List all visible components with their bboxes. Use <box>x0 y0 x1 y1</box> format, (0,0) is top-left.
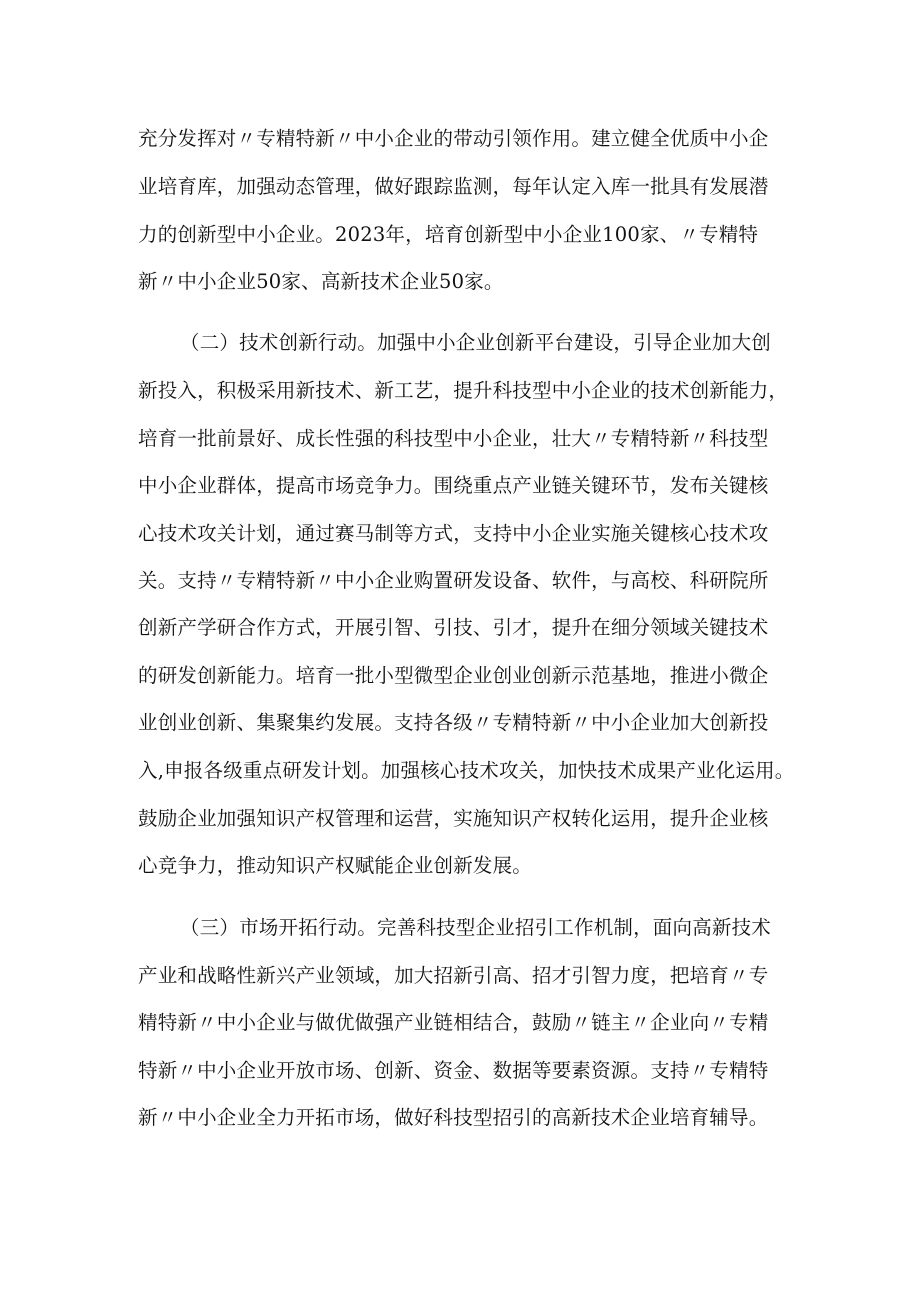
text-line: 新〃中小企业50家、高新技术企业50家。 <box>138 270 504 293</box>
text-line: 入,申报各级重点研发计划。加强核心技术攻关，加快技术成果产业化运用。 <box>138 759 795 782</box>
text-line: 心竞争力，推动知识产权赋能企业创新发展。 <box>138 854 533 877</box>
text-line: （二）技术创新行动。加强中小企业创新平台建设，引导企业加大创 <box>180 331 772 354</box>
text-line: 中小企业群体，提高市场竞争力。围绕重点产业链关键环节，发布关键核 <box>138 474 769 497</box>
text-line: 新〃中小企业全力开拓市场，做好科技型招引的高新技术企业培育辅导。 <box>138 1106 769 1129</box>
text-line: 新投入，积极采用新技术、新工艺，提升科技型中小企业的技术创新能力， <box>138 379 789 402</box>
text-line: （三）市场开拓行动。完善科技型企业招引工作机制，面向高新技术 <box>180 916 772 939</box>
text-line: 充分发挥对〃专精特新〃中小企业的带动引领作用。建立健全优质中小企 <box>138 127 769 150</box>
text-line: 的研发创新能力。培育一批小型微型企业创业创新示范基地，推进小微企 <box>138 664 769 687</box>
text-line: 业创业创新、集聚集约发展。支持各级〃专精特新〃中小企业加大创新投 <box>138 711 769 734</box>
text-line: 创新产学研合作方式，开展引智、引技、引才，提升在细分领域关键技术 <box>138 616 769 639</box>
text-line: 业培育库，加强动态管理，做好跟踪监测，每年认定入库一批具有发展潜 <box>138 175 769 198</box>
text-line: 心技术攻关计划，通过赛马制等方式，支持中小企业实施关键核心技术攻 <box>138 522 769 545</box>
text-line: 产业和战略性新兴产业领域，加大招新引高、招才引智力度，把培育〃专 <box>138 964 769 987</box>
text-line: 关。支持〃专精特新〃中小企业购置研发设备、软件，与高校、科研院所 <box>138 569 769 592</box>
text-line: 特新〃中小企业开放市场、创新、资金、数据等要素资源。支持〃专精特 <box>138 1059 769 1082</box>
text-line: 精特新〃中小企业与做优做强产业链相结合，鼓励〃链主〃企业向〃专精 <box>138 1011 769 1034</box>
text-line: 培育一批前景好、成长性强的科技型中小企业，壮大〃专精特新〃科技型 <box>138 427 769 450</box>
text-line: 力的创新型中小企业。2023年，培育创新型中小企业100家、〃专精特 <box>138 223 759 246</box>
text-line: 鼓励企业加强知识产权管理和运营，实施知识产权转化运用，提升企业核 <box>138 807 769 830</box>
